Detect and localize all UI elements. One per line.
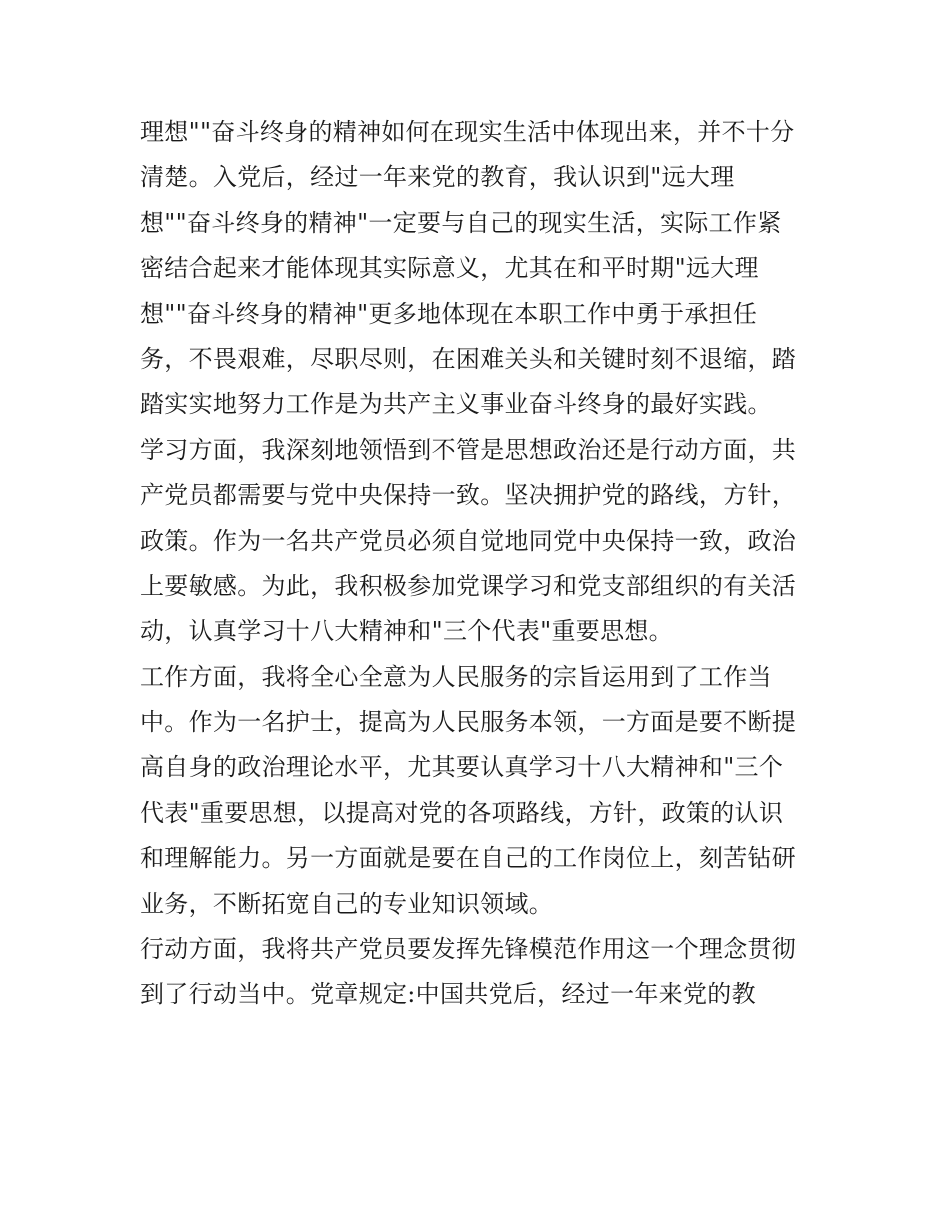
text-line: 务，不畏艰难，尽职尽则，在困难关头和关键时刻不退缩，踏 — [140, 344, 797, 373]
text-line: 想""奋斗终身的精神"更多地体现在本职工作中勇于承担任 — [140, 299, 758, 328]
text-line: 动，认真学习十八大精神和"三个代表"重要思想。 — [140, 617, 673, 646]
text-line: 代表"重要思想，以提高对党的各项路线，方针，政策的认识 — [140, 798, 784, 827]
text-line: 高自身的政治理论水平，尤其要认真学习十八大精神和"三个 — [140, 753, 784, 782]
text-line: 产党员都需要与党中央保持一致。坚决拥护党的路线，方针， — [140, 481, 797, 510]
text-line: 工作方面，我将全心全意为人民服务的宗旨运用到了工作当 — [140, 662, 772, 691]
text-line: 和理解能力。另一方面就是要在自己的工作岗位上，刻苦钻研 — [140, 844, 797, 873]
text-line: 密结合起来才能体现其实际意义，尤其在和平时期"远大理 — [140, 254, 759, 283]
text-line: 行动方面，我将共产党员要发挥先锋模范作用这一个理念贯彻 — [140, 935, 797, 964]
text-line: 中。作为一名护士，提高为人民服务本领，一方面是要不断提 — [140, 708, 797, 737]
text-line: 政策。作为一名共产党员必须自觉地同党中央保持一致，政治 — [140, 526, 797, 555]
text-line: 想""奋斗终身的精神"一定要与自己的现实生活，实际工作紧 — [140, 208, 782, 237]
text-line: 理想""奋斗终身的精神如何在现实生活中体现出来，并不十分 — [140, 118, 795, 146]
text-line: 学习方面，我深刻地领悟到不管是思想政治还是行动方面，共 — [140, 435, 797, 464]
text-line: 踏实实地努力工作是为共产主义事业奋斗终身的最好实践。 — [140, 390, 772, 419]
text-line: 到了行动当中。党章规定:中国共党后，经过一年来党的教 — [140, 980, 756, 1009]
text-line: 上要敏感。为此，我积极参加党课学习和党支部组织的有关活 — [140, 571, 797, 600]
text-line: 业务，不断拓宽自己的专业知识领域。 — [140, 889, 554, 918]
text-line: 清楚。入党后，经过一年来党的教育，我认识到"远大理 — [140, 163, 735, 192]
document-body — [140, 110, 830, 1018]
